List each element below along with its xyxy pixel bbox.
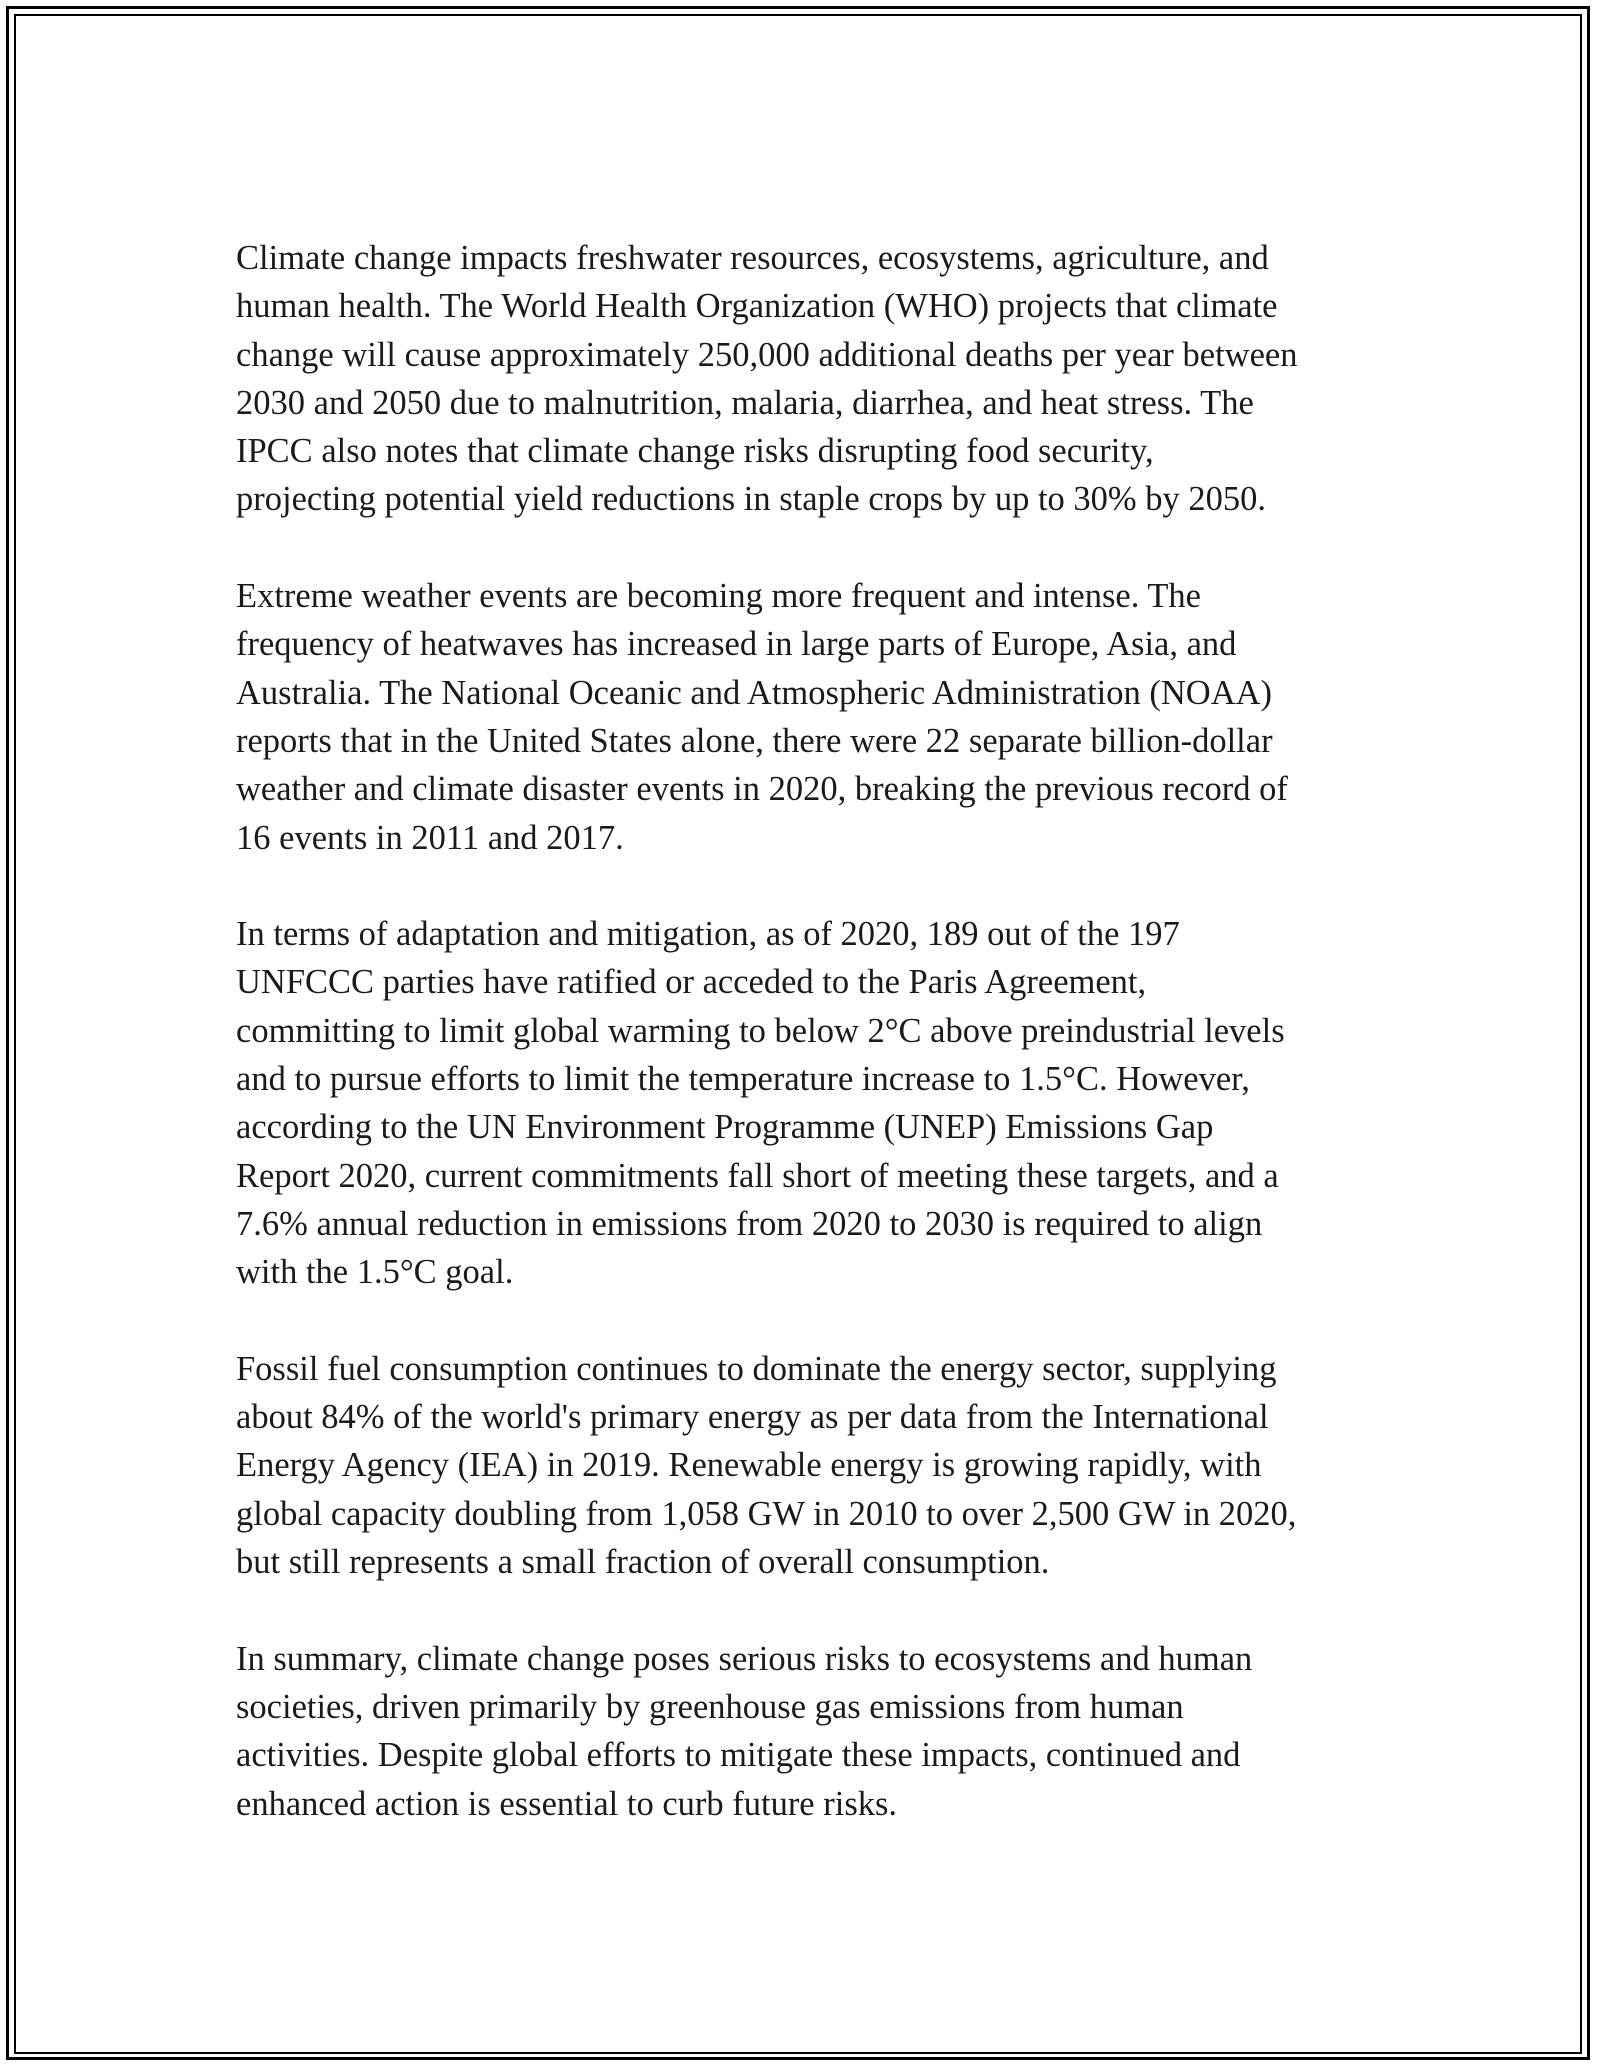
text-line: In summary, climate change poses serious risks to ecosystems and human — [236, 1639, 1253, 1678]
text-line: 7.6% annual reduction in emissions from 2020 to 2030 is required to align — [236, 1204, 1263, 1243]
text-line: but still represents a small fraction of overall consumption. — [236, 1543, 1050, 1582]
text-line: committing to limit global warming to below 2°C above preindustrial levels — [236, 1011, 1285, 1050]
paragraph-climate-impacts — [236, 234, 1386, 524]
text-line: about 84% of the world's primary energy as per data from the International — [236, 1398, 1269, 1437]
text-line: Australia. The National Oceanic and Atmospheric Administration (NOAA) — [236, 673, 1273, 712]
document-body — [236, 234, 1386, 1876]
text-line: with the 1.5°C goal. — [236, 1253, 514, 1292]
paragraph-summary — [236, 1635, 1386, 1828]
paragraph-fossil-fuel — [236, 1345, 1386, 1586]
text-line: according to the UN Environment Programme (UNEP) Emissions Gap — [236, 1108, 1214, 1147]
text-line: UNFCCC parties have ratified or acceded to the Paris Agreement, — [236, 963, 1147, 1002]
text-line: change will cause approximately 250,000 additional deaths per year between — [236, 335, 1298, 374]
text-line: Fossil fuel consumption continues to dominate the energy sector, supplying — [236, 1349, 1277, 1388]
text-line: 16 events in 2011 and 2017. — [236, 818, 624, 857]
text-line: enhanced action is essential to curb future risks. — [236, 1784, 898, 1823]
text-line: 2030 and 2050 due to malnutrition, malaria, diarrhea, and heat stress. The — [236, 383, 1254, 422]
text-line: Extreme weather events are becoming more frequent and intense. The — [236, 577, 1201, 616]
text-line: Climate change impacts freshwater resources, ecosystems, agriculture, and — [236, 239, 1269, 277]
text-line: reports that in the United States alone, there were 22 separate billion-dollar — [236, 721, 1273, 760]
text-line: Energy Agency (IEA) in 2019. Renewable energy is growing rapidly, with — [236, 1446, 1262, 1485]
text-line: global capacity doubling from 1,058 GW in 2010 to over 2,500 GW in 2020, — [236, 1494, 1297, 1533]
text-line: activities. Despite global efforts to mitigate these impacts, continued and — [236, 1736, 1241, 1775]
paragraph-extreme-weather — [236, 572, 1386, 862]
text-line: IPCC also notes that climate change risks disrupting food security, — [236, 432, 1154, 471]
text-line: Report 2020, current commitments fall short of meeting these targets, and a — [236, 1156, 1279, 1195]
paragraph-adaptation-mitigation — [236, 910, 1386, 1296]
text-line: In terms of adaptation and mitigation, as of 2020, 189 out of the 197 — [236, 915, 1180, 954]
text-line: human health. The World Health Organization (WHO) projects that climate — [236, 287, 1278, 326]
text-line: frequency of heatwaves has increased in large parts of Europe, Asia, and — [236, 625, 1237, 664]
text-line: weather and climate disaster events in 2020, breaking the previous record of — [236, 770, 1288, 809]
text-line: and to pursue efforts to limit the temperature increase to 1.5°C. However, — [236, 1060, 1250, 1099]
text-line: societies, driven primarily by greenhouse gas emissions from human — [236, 1687, 1184, 1726]
text-line: projecting potential yield reductions in staple crops by up to 30% by 2050. — [236, 480, 1267, 519]
